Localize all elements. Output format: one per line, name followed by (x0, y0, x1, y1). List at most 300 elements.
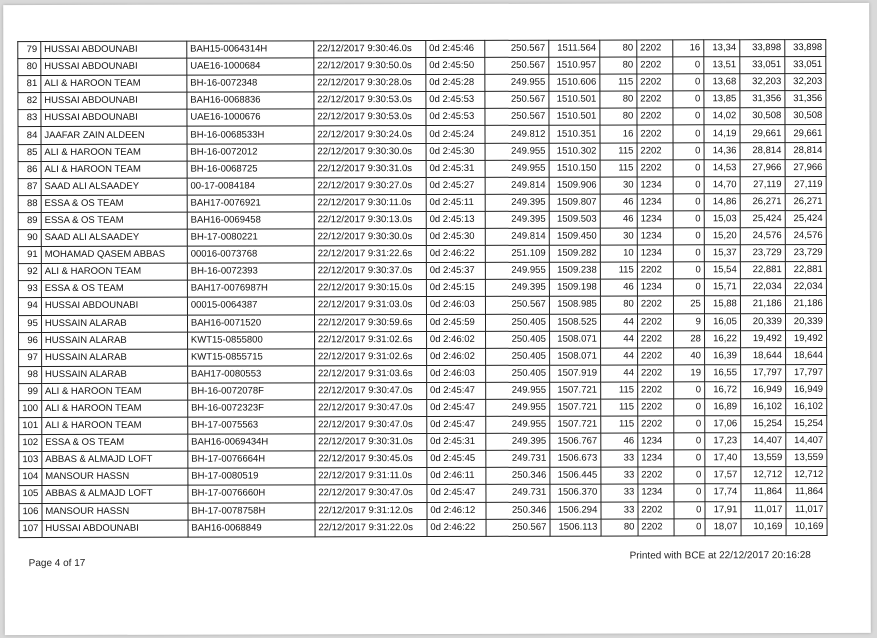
fancier-name-cell: HUSSAIN ALARAB (41, 332, 187, 349)
coefficient-cell: 15,20 (704, 228, 740, 245)
prize-cell: 0 (673, 228, 704, 245)
prize-cell: 40 (673, 347, 704, 364)
section-cell: 1234 (637, 194, 673, 211)
ring-number-cell: BAH16-0069458 (187, 212, 314, 229)
distance-cell: 249.812 (485, 126, 549, 143)
points-b-cell: 22,881 (785, 262, 826, 279)
coefficient-cell: 16,05 (704, 313, 740, 330)
velocity-cell: 1506.767 (550, 433, 601, 450)
table-row (19, 330, 827, 349)
fancier-name-cell: HUSSAIN ALARAB (41, 349, 187, 366)
ring-number-cell: 00015-0064387 (187, 297, 314, 314)
points-a-cell: 27,966 (740, 159, 785, 176)
table-row (19, 433, 827, 452)
fancier-name-cell: ESSA & OS TEAM (41, 280, 187, 297)
table-row (18, 296, 826, 315)
points-b-cell: 30,508 (785, 108, 826, 125)
table-row (18, 91, 826, 110)
section-cell: 1234 (637, 177, 673, 194)
fancier-name-cell: ESSA & OS TEAM (42, 434, 188, 451)
prize-cell: 19 (673, 365, 704, 382)
velocity-cell: 1509.906 (549, 177, 600, 194)
entries-cell: 115 (600, 262, 637, 279)
position-cell: 79 (18, 42, 41, 59)
points-a-cell: 24,576 (740, 228, 785, 245)
entries-cell: 16 (600, 125, 637, 142)
ring-number-cell: BAH16-0068836 (187, 92, 314, 109)
prize-cell: 0 (674, 399, 705, 416)
table-row (19, 416, 827, 435)
flight-duration-cell: 0d 2:46:22 (426, 245, 485, 262)
fancier-name-cell: SAAD ALI ALSAADEY (41, 178, 187, 195)
arrival-time-cell: 22/12/2017 9:30:30.0s (314, 229, 426, 246)
distance-cell: 249.395 (486, 433, 550, 450)
arrival-time-cell: 22/12/2017 9:30:24.0s (314, 126, 426, 143)
points-a-cell: 16,102 (741, 399, 786, 416)
velocity-cell: 1509.503 (549, 211, 600, 228)
table-row (18, 245, 826, 264)
fancier-name-cell: HUSSAI ABDOUNABI (41, 298, 187, 315)
entries-cell: 80 (600, 108, 637, 125)
ring-number-cell: BH-16-0068533H (187, 126, 314, 143)
ring-number-cell: BH-16-0072323F (188, 400, 315, 417)
table-row (18, 57, 826, 76)
prize-cell: 0 (673, 108, 704, 125)
entries-cell: 80 (600, 296, 637, 313)
points-a-cell: 19,492 (740, 330, 785, 347)
prize-cell: 0 (673, 159, 704, 176)
fancier-name-cell: SAAD ALI ALSAADEY (41, 229, 187, 246)
section-cell: 2202 (637, 330, 673, 347)
velocity-cell: 1510.351 (549, 126, 600, 143)
ring-number-cell: BH-16-0068725 (187, 160, 314, 177)
flight-duration-cell: 0d 2:45:31 (426, 160, 485, 177)
position-cell: 80 (18, 59, 41, 76)
arrival-time-cell: 22/12/2017 9:30:50.0s (314, 58, 426, 75)
coefficient-cell: 17,06 (705, 416, 741, 433)
fancier-name-cell: HUSSAI ABDOUNABI (41, 92, 187, 109)
entries-cell: 80 (600, 91, 637, 108)
entries-cell: 10 (600, 245, 637, 262)
distance-cell: 250.567 (485, 40, 549, 57)
points-b-cell: 10,169 (786, 518, 827, 535)
entries-cell: 33 (601, 502, 638, 519)
entries-cell: 115 (601, 399, 638, 416)
points-b-cell: 22,034 (785, 279, 826, 296)
table-row (18, 142, 826, 161)
points-b-cell: 27,119 (785, 176, 826, 193)
flight-duration-cell: 0d 2:46:22 (427, 519, 486, 536)
velocity-cell: 1507.721 (550, 399, 601, 416)
position-cell: 100 (19, 401, 42, 418)
table-row (18, 210, 826, 229)
coefficient-cell: 16,55 (704, 364, 740, 381)
arrival-time-cell: 22/12/2017 9:31:22.0s (315, 519, 427, 536)
entries-cell: 80 (600, 40, 637, 57)
fancier-name-cell: ESSA & OS TEAM (41, 212, 187, 229)
arrival-time-cell: 22/12/2017 9:30:30.0s (314, 143, 426, 160)
section-cell: 1234 (638, 484, 674, 501)
ring-number-cell: BAH16-0069434H (188, 434, 315, 451)
flight-duration-cell: 0d 2:45:50 (426, 57, 485, 74)
points-a-cell: 28,814 (740, 142, 785, 159)
position-cell: 107 (19, 520, 42, 537)
section-cell: 1234 (637, 279, 673, 296)
flight-duration-cell: 0d 2:45:47 (427, 399, 486, 416)
section-cell: 2202 (637, 125, 673, 142)
table-row (18, 228, 826, 247)
ring-number-cell: BH-17-0076664H (188, 451, 315, 468)
position-cell: 96 (19, 332, 42, 349)
arrival-time-cell: 22/12/2017 9:30:59.6s (314, 314, 426, 331)
arrival-time-cell: 22/12/2017 9:30:15.0s (314, 280, 426, 297)
fancier-name-cell: ALI & HAROON TEAM (41, 144, 187, 161)
table-row (19, 398, 827, 417)
prize-cell: 0 (674, 433, 705, 450)
velocity-cell: 1510.150 (549, 160, 600, 177)
velocity-cell: 1506.294 (550, 502, 601, 519)
points-b-cell: 21,186 (785, 296, 826, 313)
fancier-name-cell: HUSSAI ABDOUNABI (41, 41, 187, 58)
entries-cell: 44 (600, 313, 637, 330)
coefficient-cell: 16,89 (705, 399, 741, 416)
ring-number-cell: UAE16-1000684 (187, 58, 314, 75)
fancier-name-cell: ALI & HAROON TEAM (41, 161, 187, 178)
flight-duration-cell: 0d 2:45:24 (426, 126, 485, 143)
arrival-time-cell: 22/12/2017 9:30:46.0s (314, 41, 426, 58)
flight-duration-cell: 0d 2:45:27 (426, 177, 485, 194)
points-b-cell: 23,729 (785, 245, 826, 262)
section-cell: 2202 (638, 382, 674, 399)
points-a-cell: 11,017 (741, 501, 786, 518)
position-cell: 82 (18, 93, 41, 110)
arrival-time-cell: 22/12/2017 9:30:37.0s (314, 263, 426, 280)
position-cell: 94 (18, 298, 41, 315)
prize-cell: 28 (673, 330, 704, 347)
points-a-cell: 33,898 (740, 40, 785, 57)
fancier-name-cell: HUSSAIN ALARAB (41, 366, 187, 383)
velocity-cell: 1509.282 (549, 245, 600, 262)
coefficient-cell: 16,22 (704, 330, 740, 347)
points-b-cell: 33,898 (785, 39, 826, 56)
points-b-cell: 17,797 (785, 364, 826, 381)
coefficient-cell: 15,37 (704, 245, 740, 262)
distance-cell: 249.814 (485, 177, 549, 194)
ring-number-cell: BH-16-0072078F (188, 383, 315, 400)
distance-cell: 249.955 (485, 262, 549, 279)
distance-cell: 249.395 (485, 211, 549, 228)
entries-cell: 115 (600, 160, 637, 177)
section-cell: 1234 (637, 228, 673, 245)
points-b-cell: 15,254 (786, 416, 827, 433)
flight-duration-cell: 0d 2:46:11 (427, 468, 486, 485)
section-cell: 2202 (637, 142, 673, 159)
velocity-cell: 1508.985 (549, 296, 600, 313)
entries-cell: 44 (600, 331, 637, 348)
points-b-cell: 26,271 (785, 193, 826, 210)
section-cell: 1234 (637, 211, 673, 228)
ring-number-cell: BH-16-0072393 (187, 263, 314, 280)
points-a-cell: 21,186 (740, 296, 785, 313)
fancier-name-cell: ABBAS & ALMAJD LOFT (42, 451, 188, 468)
velocity-cell: 1508.071 (549, 331, 600, 348)
ring-number-cell: KWT15-0855800 (187, 331, 314, 348)
arrival-time-cell: 22/12/2017 9:30:28.0s (314, 75, 426, 92)
arrival-time-cell: 22/12/2017 9:31:03.0s (314, 297, 426, 314)
arrival-time-cell: 22/12/2017 9:30:45.0s (315, 451, 427, 468)
distance-cell: 249.955 (485, 143, 549, 160)
coefficient-cell: 16,39 (704, 347, 740, 364)
position-cell: 101 (19, 418, 42, 435)
fancier-name-cell: MANSOUR HASSN (42, 468, 188, 485)
points-b-cell: 18,644 (785, 347, 826, 364)
table-row (18, 39, 826, 58)
points-b-cell: 32,203 (785, 74, 826, 91)
arrival-time-cell: 22/12/2017 9:30:47.0s (315, 399, 427, 416)
velocity-cell: 1506.445 (550, 467, 601, 484)
entries-cell: 33 (601, 484, 638, 501)
arrival-time-cell: 22/12/2017 9:30:31.0s (314, 160, 426, 177)
coefficient-cell: 13,85 (704, 91, 740, 108)
prize-cell: 0 (674, 416, 705, 433)
entries-cell: 115 (600, 143, 637, 160)
points-a-cell: 33,051 (740, 57, 785, 74)
printed-timestamp: Printed with BCE at 22/12/2017 20:16:28 (629, 550, 811, 562)
table-row (19, 450, 827, 469)
arrival-time-cell: 22/12/2017 9:30:11.0s (314, 194, 426, 211)
velocity-cell: 1509.198 (549, 279, 600, 296)
prize-cell: 0 (674, 450, 705, 467)
points-a-cell: 14,407 (741, 433, 786, 450)
entries-cell: 115 (601, 382, 638, 399)
section-cell: 1234 (637, 245, 673, 262)
flight-duration-cell: 0d 2:45:59 (426, 314, 485, 331)
points-a-cell: 12,712 (741, 467, 786, 484)
fancier-name-cell: HUSSAI ABDOUNABI (41, 110, 187, 127)
points-b-cell: 29,661 (785, 125, 826, 142)
results-table-body (18, 39, 827, 537)
velocity-cell: 1510.501 (549, 91, 600, 108)
section-cell: 2202 (637, 296, 673, 313)
coefficient-cell: 14,86 (704, 194, 740, 211)
distance-cell: 249.955 (486, 416, 550, 433)
points-a-cell: 15,254 (741, 416, 786, 433)
coefficient-cell: 17,91 (705, 501, 741, 518)
ring-number-cell: UAE16-1000676 (187, 109, 314, 126)
distance-cell: 250.405 (485, 314, 549, 331)
distance-cell: 249.814 (485, 228, 549, 245)
prize-cell: 0 (673, 177, 704, 194)
arrival-time-cell: 22/12/2017 9:30:53.0s (314, 92, 426, 109)
section-cell: 2202 (637, 74, 673, 91)
velocity-cell: 1506.370 (550, 485, 601, 502)
position-cell: 83 (18, 110, 41, 127)
points-b-cell: 19,492 (785, 330, 826, 347)
position-cell: 106 (19, 503, 42, 520)
entries-cell: 30 (600, 177, 637, 194)
arrival-time-cell: 22/12/2017 9:31:02.6s (314, 331, 426, 348)
position-cell: 86 (18, 161, 41, 178)
prize-cell: 9 (673, 313, 704, 330)
velocity-cell: 1508.525 (549, 314, 600, 331)
points-b-cell: 16,949 (786, 381, 827, 398)
coefficient-cell: 15,03 (704, 211, 740, 228)
position-cell: 103 (19, 452, 42, 469)
points-b-cell: 12,712 (786, 467, 827, 484)
entries-cell: 80 (600, 57, 637, 74)
fancier-name-cell: HUSSAI ABDOUNABI (41, 58, 187, 75)
flight-duration-cell: 0d 2:46:03 (426, 297, 485, 314)
velocity-cell: 1510.606 (549, 74, 600, 91)
points-b-cell: 25,424 (785, 210, 826, 227)
position-cell: 89 (18, 212, 41, 229)
points-a-cell: 22,881 (740, 262, 785, 279)
prize-cell: 25 (673, 296, 704, 313)
points-a-cell: 17,797 (740, 364, 785, 381)
prize-cell: 0 (673, 57, 704, 74)
table-row (19, 467, 827, 486)
coefficient-cell: 14,53 (704, 159, 740, 176)
distance-cell: 249.955 (485, 160, 549, 177)
distance-cell: 250.567 (485, 109, 549, 126)
position-cell: 84 (18, 127, 41, 144)
distance-cell: 250.567 (485, 297, 549, 314)
distance-cell: 249.395 (485, 194, 549, 211)
coefficient-cell: 15,71 (704, 279, 740, 296)
ring-number-cell: 00016-0073768 (187, 246, 314, 263)
arrival-time-cell: 22/12/2017 9:30:27.0s (314, 177, 426, 194)
points-a-cell: 32,203 (740, 74, 785, 91)
coefficient-cell: 17,23 (705, 433, 741, 450)
arrival-time-cell: 22/12/2017 9:30:53.0s (314, 109, 426, 126)
velocity-cell: 1510.957 (549, 57, 600, 74)
entries-cell: 115 (601, 416, 638, 433)
ring-number-cell: BAH17-0076921 (187, 195, 314, 212)
fancier-name-cell: ALI & HAROON TEAM (42, 400, 188, 417)
points-b-cell: 13,559 (786, 450, 827, 467)
fancier-name-cell: ALI & HAROON TEAM (41, 75, 187, 92)
flight-duration-cell: 0d 2:45:28 (426, 75, 485, 92)
section-cell: 2202 (638, 467, 674, 484)
distance-cell: 250.346 (486, 468, 550, 485)
ring-number-cell: BAH17-0076987H (187, 280, 314, 297)
section-cell: 2202 (637, 91, 673, 108)
coefficient-cell: 14,02 (704, 108, 740, 125)
position-cell: 97 (19, 349, 42, 366)
fancier-name-cell: ABBAS & ALMAJD LOFT (42, 486, 188, 503)
arrival-time-cell: 22/12/2017 9:31:22.6s (314, 246, 426, 263)
position-cell: 91 (18, 247, 41, 264)
section-cell: 2202 (638, 501, 674, 518)
entries-cell: 46 (600, 211, 637, 228)
table-row (18, 193, 826, 212)
fancier-name-cell: HUSSAI ABDOUNABI (42, 520, 188, 537)
flight-duration-cell: 0d 2:45:11 (426, 194, 485, 211)
entries-cell: 44 (600, 348, 637, 365)
coefficient-cell: 13,68 (704, 74, 740, 91)
points-a-cell: 26,271 (740, 193, 785, 210)
entries-cell: 33 (601, 467, 638, 484)
flight-duration-cell: 0d 2:46:03 (426, 365, 485, 382)
flight-duration-cell: 0d 2:45:31 (427, 434, 486, 451)
points-b-cell: 14,407 (786, 433, 827, 450)
points-b-cell: 28,814 (785, 142, 826, 159)
flight-duration-cell: 0d 2:46:02 (426, 331, 485, 348)
ring-number-cell: BAH15-0064314H (187, 41, 314, 58)
position-cell: 87 (18, 178, 41, 195)
position-cell: 93 (18, 281, 41, 298)
velocity-cell: 1511.564 (549, 40, 600, 57)
table-row (18, 159, 826, 178)
prize-cell: 0 (674, 484, 705, 501)
prize-cell: 0 (673, 262, 704, 279)
distance-cell: 249.955 (486, 399, 550, 416)
section-cell: 2202 (638, 519, 674, 536)
flight-duration-cell: 0d 2:45:53 (426, 92, 485, 109)
velocity-cell: 1506.113 (550, 519, 601, 536)
flight-duration-cell: 0d 2:45:45 (427, 451, 486, 468)
fancier-name-cell: MOHAMAD QASEM ABBAS (41, 246, 187, 263)
position-cell: 105 (19, 486, 42, 503)
entries-cell: 30 (600, 228, 637, 245)
distance-cell: 250.346 (486, 502, 550, 519)
points-a-cell: 18,644 (740, 347, 785, 364)
entries-cell: 46 (600, 194, 637, 211)
velocity-cell: 1509.450 (549, 228, 600, 245)
arrival-time-cell: 22/12/2017 9:30:47.0s (315, 382, 427, 399)
prize-cell: 0 (674, 501, 705, 518)
prize-cell: 16 (673, 40, 704, 57)
flight-duration-cell: 0d 2:45:15 (426, 280, 485, 297)
velocity-cell: 1509.238 (549, 262, 600, 279)
entries-cell: 44 (600, 365, 637, 382)
prize-cell: 0 (673, 125, 704, 142)
flight-duration-cell: 0d 2:46:12 (427, 502, 486, 519)
points-a-cell: 30,508 (740, 108, 785, 125)
coefficient-cell: 17,40 (705, 450, 741, 467)
fancier-name-cell: ALI & HAROON TEAM (41, 263, 187, 280)
prize-cell: 0 (674, 467, 705, 484)
coefficient-cell: 13,51 (704, 57, 740, 74)
arrival-time-cell: 22/12/2017 9:31:03.6s (314, 365, 426, 382)
velocity-cell: 1510.302 (549, 143, 600, 160)
prize-cell: 0 (673, 211, 704, 228)
position-cell: 104 (19, 469, 42, 486)
section-cell: 2202 (637, 313, 673, 330)
coefficient-cell: 14,70 (704, 176, 740, 193)
table-row (18, 313, 826, 332)
prize-cell: 0 (674, 518, 705, 535)
distance-cell: 249.395 (485, 280, 549, 297)
section-cell: 2202 (637, 57, 673, 74)
prize-cell: 0 (673, 194, 704, 211)
distance-cell: 250.567 (486, 519, 550, 536)
table-row (19, 381, 827, 400)
flight-duration-cell: 0d 2:46:02 (426, 348, 485, 365)
distance-cell: 251.109 (485, 245, 549, 262)
points-a-cell: 20,339 (740, 313, 785, 330)
flight-duration-cell: 0d 2:45:30 (426, 143, 485, 160)
fancier-name-cell: JAAFAR ZAIN ALDEEN (41, 127, 187, 144)
flight-duration-cell: 0d 2:45:13 (426, 211, 485, 228)
velocity-cell: 1507.721 (550, 416, 601, 433)
flight-duration-cell: 0d 2:45:47 (427, 382, 486, 399)
ring-number-cell: BH-17-0080221 (187, 229, 314, 246)
position-cell: 88 (18, 195, 41, 212)
distance-cell: 250.567 (485, 91, 549, 108)
prize-cell: 0 (674, 382, 705, 399)
points-a-cell: 11,864 (741, 484, 786, 501)
